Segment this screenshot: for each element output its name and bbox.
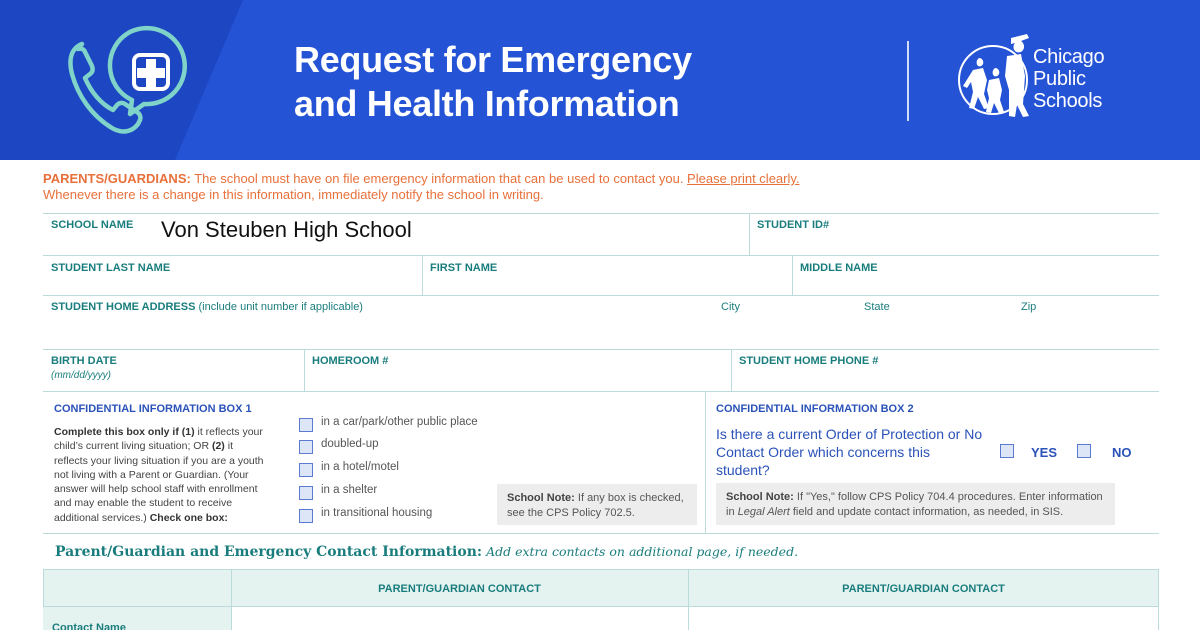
contacts-subheading: Add extra contacts on additional page, if needed.	[486, 544, 799, 559]
option-shelter: in a shelter	[321, 484, 378, 496]
note-2-text-2: field and update contact information, as needed, in SIS.	[789, 505, 1064, 518]
row-rule	[43, 255, 1159, 256]
contact-name-row-label	[43, 607, 231, 630]
header-banner	[0, 0, 1200, 160]
checkbox-hotel-motel[interactable]	[299, 463, 313, 477]
confidential-box-2-title: CONFIDENTIAL INFORMATION BOX 2	[716, 403, 914, 415]
notice-print-clearly: Please print clearly.	[687, 171, 800, 186]
notice-line2: Whenever there is a change in this information, immediately notify the school in writing.	[43, 187, 544, 202]
homeroom-field[interactable]: HOMEROOM #	[312, 355, 389, 367]
yes-label: YES	[1031, 445, 1058, 460]
contact-column-1-header: PARENT/GUARDIAN CONTACT	[378, 583, 541, 595]
col-rule	[749, 213, 750, 255]
col-rule	[731, 349, 732, 391]
notice-line1: The school must have on file emergency information that can be used to contact you.	[190, 171, 688, 186]
contacts-heading: Parent/Guardian and Emergency Contact Information:	[55, 544, 483, 560]
school-note-box-1	[497, 484, 697, 525]
state-field[interactable]: State	[864, 301, 890, 313]
phone-with-medical-cross-icon	[60, 22, 190, 134]
checkbox-yes[interactable]	[1000, 444, 1014, 458]
col-rule	[792, 255, 793, 295]
note-2-bold: School Note:	[726, 491, 794, 503]
page-title	[294, 38, 692, 126]
contact-column-2-header: PARENT/GUARDIAN CONTACT	[842, 583, 1005, 595]
school-name-field[interactable]: Von Steuben High School	[161, 217, 412, 242]
address-label: STUDENT HOME ADDRESS	[51, 301, 196, 313]
birth-date-format: (mm/dd/yyyy)	[51, 370, 111, 381]
confidential-box-1-description	[54, 425, 264, 525]
option-hotel-motel: in a hotel/motel	[321, 461, 399, 473]
contact-name-label: Contact Name	[52, 622, 126, 630]
row-rule	[43, 391, 1159, 392]
checkbox-doubled-up[interactable]	[299, 440, 313, 454]
row-rule	[43, 533, 1159, 534]
birth-date-field[interactable]: BIRTH DATE	[51, 355, 117, 367]
row-rule	[43, 349, 1159, 350]
zip-field[interactable]: Zip	[1021, 301, 1037, 313]
address-hint: (include unit number if applicable)	[195, 301, 363, 313]
option-transitional-housing: in transitional housing	[321, 507, 433, 519]
checkbox-transitional-housing[interactable]	[299, 509, 313, 523]
box-divider	[705, 391, 706, 533]
logo-line-1: Chicago	[1033, 46, 1105, 68]
notice-prefix: PARENTS/GUARDIANS:	[43, 171, 191, 186]
header-divider	[907, 41, 909, 121]
desc-text-1: it reflects your child’s current living situation; OR	[54, 426, 263, 453]
checkbox-no[interactable]	[1077, 444, 1091, 458]
cps-logo-icon	[955, 34, 1035, 118]
logo-line-2: Public	[1033, 68, 1086, 90]
first-name-field[interactable]: FIRST NAME	[430, 262, 498, 274]
logo-line-3: Schools	[1033, 90, 1103, 112]
row-rule	[43, 213, 1159, 214]
col-rule	[422, 255, 423, 295]
row-rule	[43, 295, 1159, 296]
col-rule	[304, 349, 305, 391]
desc-bold-2: (2)	[211, 440, 225, 453]
home-phone-field[interactable]: STUDENT HOME PHONE #	[739, 355, 879, 367]
school-name-label: SCHOOL NAME	[51, 219, 134, 231]
city-field[interactable]: City	[721, 301, 740, 313]
note-1-bold: School Note:	[507, 492, 575, 504]
desc-bold-3: Check one box:	[149, 511, 228, 524]
desc-text-2: it reflects your living situation if you are a youth not living with a Parent or Guardian. (Your answer will help school staff with enrollment and may enable the student to receive additional services.)	[54, 440, 264, 524]
protection-order-question: Is there a current Order of Protection or No Contact Order which concerns this student?	[716, 426, 983, 478]
option-public-place: in a car/park/other public place	[321, 416, 478, 428]
student-id-field[interactable]: STUDENT ID#	[757, 219, 830, 231]
no-label: NO	[1112, 445, 1132, 460]
address-field[interactable]	[51, 301, 363, 313]
middle-name-field[interactable]: MIDDLE NAME	[800, 262, 878, 274]
last-name-field[interactable]: STUDENT LAST NAME	[51, 262, 171, 274]
contacts-section-heading	[55, 541, 798, 560]
school-note-box-2	[716, 483, 1115, 525]
guardian-notice	[43, 171, 800, 203]
title-line-1: Request for Emergency	[294, 39, 692, 80]
confidential-box-1-title: CONFIDENTIAL INFORMATION BOX 1	[54, 403, 252, 415]
note-1-text: If any box is checked, see the CPS Policy 702.5.	[507, 492, 684, 519]
note-2-text-1: If "Yes," follow CPS Policy 704.4 procedures. Enter information in	[726, 491, 1103, 518]
option-doubled-up: doubled-up	[321, 438, 379, 450]
cps-logo-text	[1033, 46, 1104, 112]
checkbox-public-place[interactable]	[299, 418, 313, 432]
title-line-2: and Health Information	[294, 83, 680, 124]
desc-bold-1: Complete this box only if (1)	[54, 426, 195, 438]
note-2-legal-alert: Legal Alert	[737, 505, 790, 518]
checkbox-shelter[interactable]	[299, 486, 313, 500]
